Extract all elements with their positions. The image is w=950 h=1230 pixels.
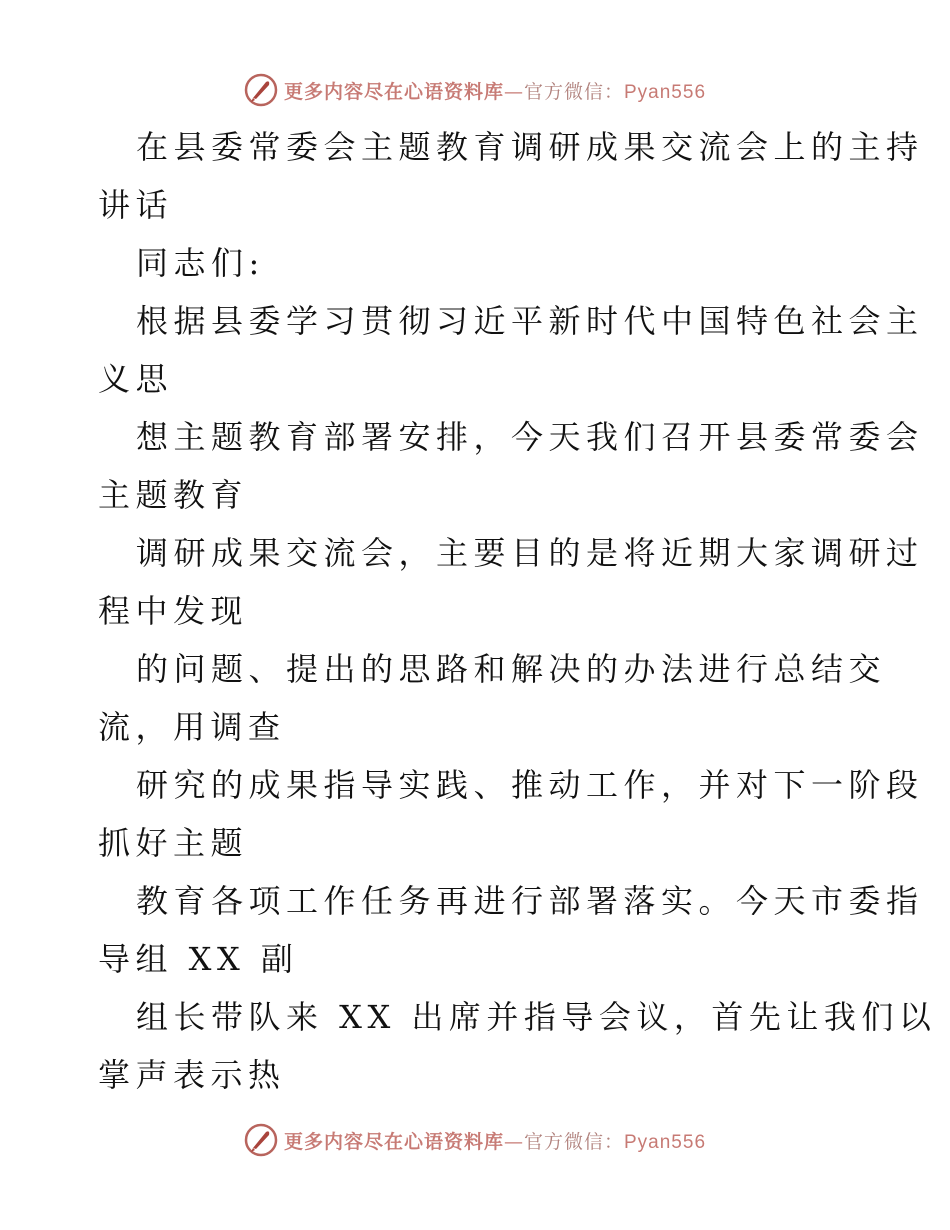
wechat-id: Pyan556 — [624, 81, 707, 103]
doc-line: 想主题教育部署安排，今天我们召开县委常委会 — [136, 418, 924, 456]
site-name: 更多内容尽在心语资料库 — [283, 80, 504, 103]
quill-pen-icon — [244, 1123, 278, 1157]
doc-line: 流，用调查 — [98, 708, 286, 746]
doc-line: 研究的成果指导实践、推动工作，并对下一阶段 — [136, 766, 924, 804]
doc-line: 组长带队来 XX 出席并指导会议，首先让我们以 — [136, 998, 937, 1036]
banner-text — [284, 77, 706, 104]
wechat-id: Pyan556 — [624, 1131, 707, 1153]
wechat-label: 官方微信： — [523, 80, 624, 103]
banner-text — [284, 1127, 706, 1154]
banner-separator: — — [503, 80, 524, 103]
doc-line: 导组 XX 副 — [98, 940, 299, 978]
doc-line: 的问题、提出的思路和解决的办法进行总结交 — [136, 650, 887, 688]
doc-line: 主题教育 — [98, 476, 249, 514]
header-banner — [0, 70, 950, 110]
wechat-label: 官方微信： — [523, 1130, 624, 1153]
doc-title-line-1: 在县委常委会主题教育调研成果交流会上的主持 — [136, 128, 924, 166]
doc-line: 义思 — [98, 360, 174, 398]
quill-pen-icon — [244, 73, 278, 107]
site-name: 更多内容尽在心语资料库 — [283, 1130, 504, 1153]
doc-line: 调研成果交流会，主要目的是将近期大家调研过 — [136, 534, 924, 572]
banner-separator: — — [503, 1130, 524, 1153]
doc-title-line-2: 讲话 — [98, 186, 174, 224]
doc-line: 程中发现 — [98, 592, 249, 630]
doc-line: 根据县委学习贯彻习近平新时代中国特色社会主 — [136, 302, 924, 340]
footer-banner — [0, 1120, 950, 1160]
doc-line: 掌声表示热 — [98, 1056, 286, 1094]
doc-salutation: 同志们: — [136, 244, 265, 282]
doc-line: 教育各项工作任务再进行部署落实。今天市委指 — [136, 882, 924, 920]
doc-line: 抓好主题 — [98, 824, 249, 862]
